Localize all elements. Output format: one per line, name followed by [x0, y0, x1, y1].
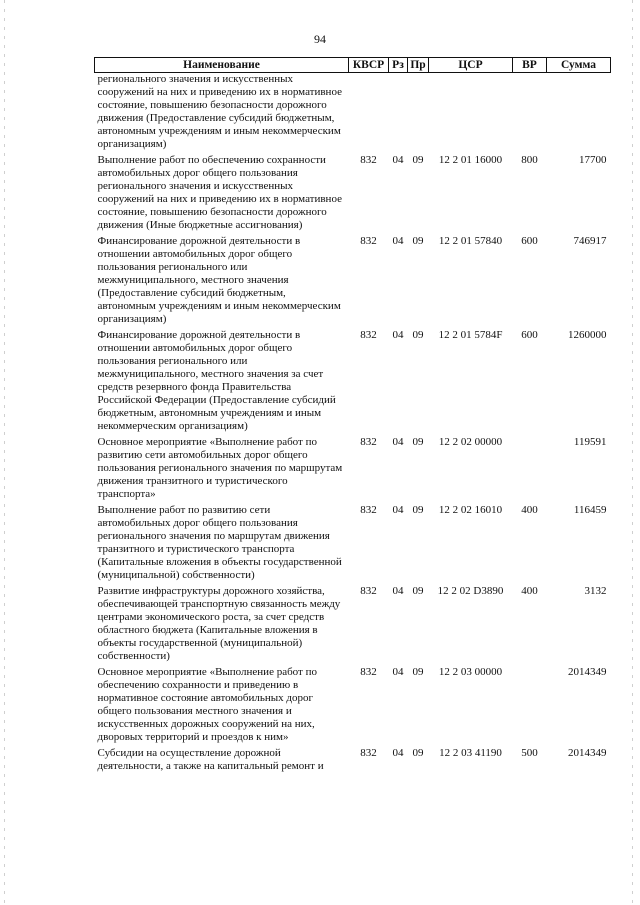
row-sum-cell: 119591	[573, 436, 607, 448]
row-rz-cell: 04	[392, 504, 404, 516]
row-vr-cell	[513, 436, 547, 504]
row-name-cell: Финансирование дорожной деятельности в отношении автомобильных дорог общего пользования регионального или межмуниципального, местного значения за счет средств резервного фонда Правительства Российской Федерации (Предоставление субсидий бюджетным, автономным учреждениям и иным некоммерческим организациям)	[97, 329, 336, 432]
row-name-cell: Развитие инфраструктуры дорожного хозяйства, обеспечивающей транспортную связанность между центрами экономического роста, за счет средств областного бюджета (Капитальные вложения в объекты государственной (муниципальной) собственности)	[97, 585, 341, 662]
table-row	[95, 747, 611, 776]
row-csr-cell: 12 2 01 5784F	[438, 329, 503, 341]
column-header-pr: Пр	[408, 58, 429, 73]
scan-edge-right	[632, 0, 633, 905]
row-name-cell: Выполнение работ по развитию сети автомобильных дорог общего пользования регионального значения по маршрутам движения транзитного и туристического транспорта (Капитальные вложения в объекты государственной (муниципальной) собственности)	[97, 504, 342, 581]
row-csr-cell: 12 2 03 41190	[439, 747, 502, 759]
row-kvsr-cell: 832	[360, 585, 377, 597]
scan-edge-left	[4, 0, 5, 905]
table-body	[95, 73, 611, 777]
row-kvsr-cell: 832	[360, 329, 377, 341]
column-header-rz: Рз	[389, 58, 408, 73]
row-pr-cell	[408, 73, 429, 155]
row-vr-cell	[513, 73, 547, 155]
table-row	[95, 235, 611, 329]
row-name-cell: Финансирование дорожной деятельности в отношении автомобильных дорог общего пользования регионального или межмуниципального, местного значения (Предоставление субсидий бюджетным, автономным учреждениям и иным некоммерческим организациям)	[97, 235, 341, 325]
row-kvsr-cell: 832	[360, 154, 377, 166]
table-row	[95, 666, 611, 747]
row-csr-cell: 12 2 01 57840	[438, 235, 503, 247]
row-pr-cell: 09	[412, 154, 424, 166]
row-name-cell: Выполнение работ по обеспечению сохранности автомобильных дорог общего пользования регионального значения и искусственных сооружений на них и приведению их в нормативное состояние, повышению безопасности дорожного движения (Иные бюджетные ассигнования)	[97, 154, 342, 231]
page-number: 94	[314, 32, 326, 46]
table-row	[95, 73, 611, 155]
row-rz-cell: 04	[392, 666, 404, 678]
row-csr-cell: 12 2 03 00000	[438, 666, 503, 678]
row-csr-cell: 12 2 01 16000	[438, 154, 503, 166]
row-rz-cell: 04	[392, 235, 404, 247]
column-header-vr: ВР	[513, 58, 547, 73]
row-rz-cell: 04	[392, 585, 404, 597]
row-rz-cell: 04	[392, 747, 404, 759]
column-header-csr: ЦСР	[429, 58, 513, 73]
row-vr-cell: 500	[521, 747, 538, 759]
row-pr-cell: 09	[412, 747, 424, 759]
row-name-cell: Основное мероприятие «Выполнение работ по развитию сети автомобильных дорог общего пользования регионального значения по маршрутам движения транзитного и туристического транспорта»	[97, 436, 343, 500]
row-csr-cell	[429, 73, 513, 155]
row-name-cell: Субсидии на осуществление дорожной деятельности, а также на капитальный ремонт и	[97, 747, 324, 772]
budget-table	[94, 57, 611, 776]
row-sum-cell	[547, 73, 611, 155]
row-sum-cell: 3132	[584, 585, 607, 597]
row-rz-cell: 04	[392, 154, 404, 166]
row-vr-cell: 600	[521, 235, 538, 247]
row-sum-cell: 2014349	[568, 666, 607, 678]
row-csr-cell: 12 2 02 00000	[438, 436, 503, 448]
row-sum-cell: 746917	[573, 235, 607, 247]
row-rz-cell: 04	[392, 329, 404, 341]
row-pr-cell: 09	[412, 504, 424, 516]
table-row	[95, 436, 611, 504]
row-kvsr-cell	[349, 73, 389, 155]
table-row	[95, 504, 611, 585]
row-vr-cell: 800	[521, 154, 538, 166]
row-rz-cell	[389, 73, 408, 155]
table-header-row	[95, 58, 611, 73]
column-header-sum: Сумма	[547, 58, 611, 73]
table-row	[95, 329, 611, 436]
column-header-name: Наименование	[95, 58, 349, 73]
row-pr-cell: 09	[412, 666, 424, 678]
row-csr-cell: 12 2 02 D3890	[437, 585, 504, 597]
row-sum-cell: 2014349	[568, 747, 607, 759]
row-csr-cell: 12 2 02 16010	[438, 504, 503, 516]
column-header-kvsr: КВСР	[349, 58, 389, 73]
row-vr-cell: 600	[521, 329, 538, 341]
row-kvsr-cell: 832	[360, 436, 377, 448]
row-vr-cell: 400	[521, 504, 538, 516]
row-pr-cell: 09	[412, 329, 424, 341]
row-pr-cell: 09	[412, 235, 424, 247]
table-row	[95, 585, 611, 666]
row-kvsr-cell: 832	[360, 504, 377, 516]
row-vr-cell: 400	[521, 585, 538, 597]
row-sum-cell: 116459	[573, 504, 607, 516]
row-sum-cell: 17700	[579, 154, 607, 166]
table-row	[95, 154, 611, 235]
row-kvsr-cell: 832	[360, 666, 377, 678]
row-kvsr-cell: 832	[360, 747, 377, 759]
row-name-cell: регионального значения и искусственных сооружений на них и приведению их в нормативное состояние, повышению безопасности дорожного движения (Предоставление субсидий бюджетным, автономным учреждениям и иным некоммерческим организациям)	[97, 73, 342, 150]
row-rz-cell: 04	[392, 436, 404, 448]
row-name-cell: Основное мероприятие «Выполнение работ по обеспечению сохранности и приведению в нормативное состояние автомобильных дорог общего пользования местного значения и искусственных дорожных сооружений на них, дворовых территорий и проездов к ним»	[97, 666, 317, 743]
row-pr-cell: 09	[412, 436, 424, 448]
row-sum-cell: 1260000	[568, 329, 607, 341]
row-pr-cell: 09	[412, 585, 424, 597]
row-kvsr-cell: 832	[360, 235, 377, 247]
row-vr-cell	[513, 666, 547, 747]
